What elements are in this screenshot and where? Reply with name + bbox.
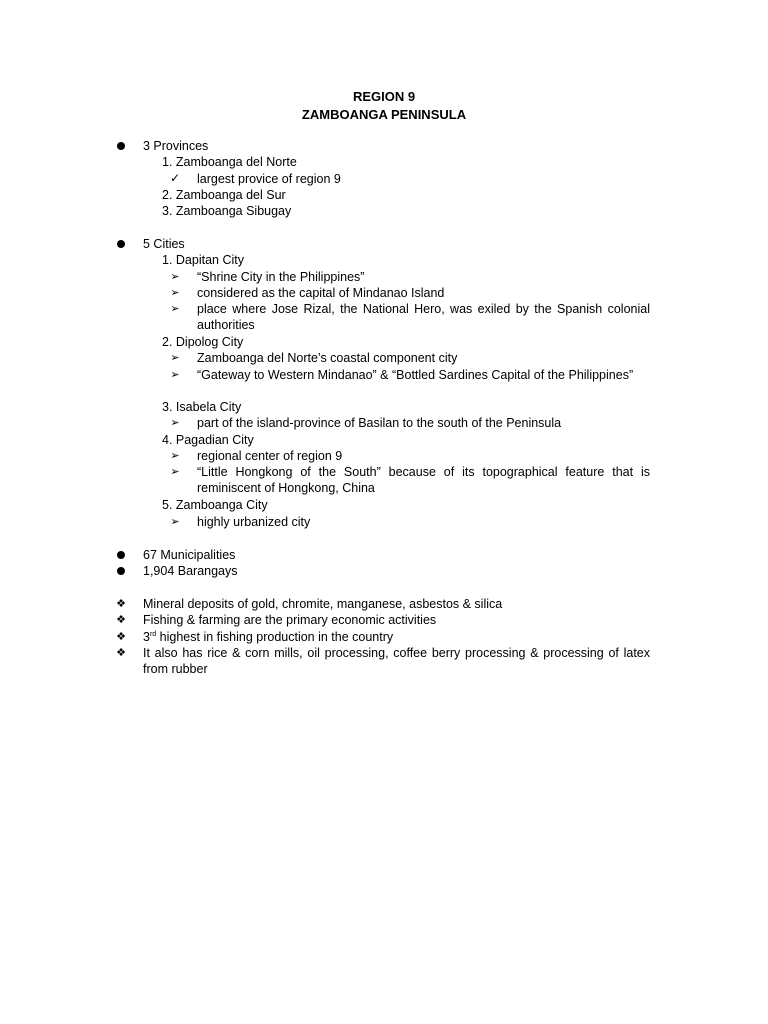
city-note: part of the island-province of Basilan to the south of the Peninsula [197,416,562,430]
provinces-label: 3 Provinces [143,139,209,153]
diamond-bullet-icon: ❖ [116,647,126,659]
arrow-bullet-icon: ➢ [170,352,180,364]
city-item: 5. Zamboanga City [162,498,268,512]
arrow-bullet-icon: ➢ [170,369,180,381]
arrow-bullet-icon: ➢ [170,303,180,315]
city-note: considered as the capital of Mindanao Island [197,286,445,300]
cities-label: 5 Cities [143,237,185,251]
city-note: “Gateway to Western Mindanao” & “Bottled Sardines Capital of the Philippines” [197,368,634,382]
fact-item: Mineral deposits of gold, chromite, manganese, asbestos & silica [143,597,503,611]
fact-text: highest in fishing production in the country [156,630,394,644]
city-item: 3. Isabela City [162,400,242,414]
city-item: 2. Dipolog City [162,335,244,349]
fact-item [143,629,393,645]
city-item: 1. Dapitan City [162,253,244,267]
bullet-dot-icon [114,236,128,252]
diamond-bullet-icon: ❖ [116,598,126,610]
arrow-bullet-icon: ➢ [170,271,180,283]
region-heading: REGION 9 [352,89,416,104]
arrow-bullet-icon: ➢ [170,466,180,478]
diamond-bullet-icon: ❖ [116,631,126,643]
fact-ordinal: 3 [143,630,150,644]
city-note: “Little Hongkong of the South” because of its topographical feature that is reminiscent of Hongkong, China [197,465,650,495]
municipalities-count: 67 Municipalities [143,548,236,562]
checkmark-icon: ✓ [169,171,181,185]
province-item: 1. Zamboanga del Norte [162,155,297,169]
city-note: highly urbanized city [197,515,311,529]
city-note: place where Jose Rizal, the National Hero, was exiled by the Spanish colonial authorities [197,302,650,332]
bullet-dot-icon [114,138,128,154]
fact-ordinal-suffix: rd [149,630,157,638]
province-item: 3. Zamboanga Sibugay [162,204,292,218]
arrow-bullet-icon: ➢ [170,417,180,429]
arrow-bullet-icon: ➢ [170,450,180,462]
city-note: regional center of region 9 [197,449,343,463]
bullet-dot-icon [114,563,128,579]
fact-item: Fishing & farming are the primary economic activities [143,613,437,627]
bullet-dot-icon [114,547,128,563]
barangays-count: 1,904 Barangays [143,564,238,578]
arrow-bullet-icon: ➢ [170,287,180,299]
city-note: “Shrine City in the Philippines” [197,270,365,284]
diamond-bullet-icon: ❖ [116,614,126,626]
region-subheading: ZAMBOANGA PENINSULA [301,107,467,122]
city-note: Zamboanga del Norte’s coastal component city [197,351,458,365]
province-note: largest provice of region 9 [197,172,341,186]
arrow-bullet-icon: ➢ [170,516,180,528]
province-item: 2. Zamboanga del Sur [162,188,286,202]
fact-item: It also has rice & corn mills, oil processing, coffee berry processing & processing of latex from rubber [143,646,650,676]
city-item: 4. Pagadian City [162,433,254,447]
